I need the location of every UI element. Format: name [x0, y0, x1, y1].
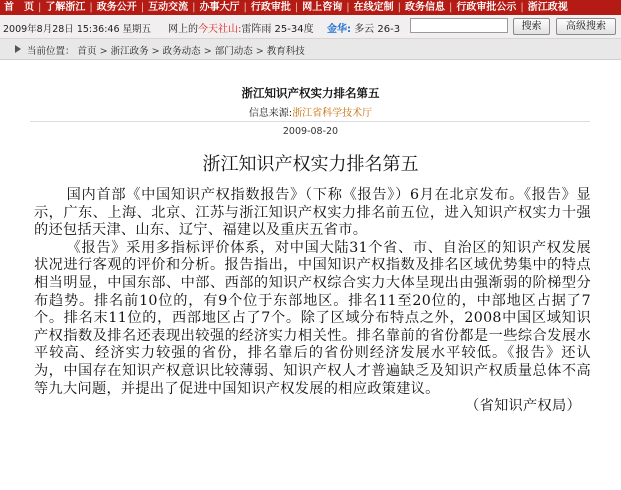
breadcrumb-sep: > — [151, 46, 160, 57]
nav-separator: | — [243, 2, 247, 13]
weather-ticker-highlight: 今天社山: — [198, 24, 242, 35]
nav-separator: | — [346, 2, 350, 13]
breadcrumb-home[interactable]: 首页 — [77, 46, 97, 57]
article-signature: （省知识产权局） — [465, 398, 581, 415]
weather-ticker-jinhua — [327, 20, 400, 35]
nav-approval-notice[interactable]: 行政审批公示 — [456, 2, 517, 13]
nav-separator: | — [449, 2, 453, 13]
nav-online-consult[interactable]: 网上咨询 — [302, 2, 343, 13]
nav-service-hall[interactable]: 办事大厅 — [199, 2, 240, 13]
breadcrumb-trail — [27, 43, 305, 57]
page-title: 浙江知识产权实力排名第五 — [202, 154, 419, 175]
nav-interaction[interactable]: 互动交流 — [148, 2, 189, 13]
nav-about-zhejiang[interactable]: 了解浙江 — [45, 2, 86, 13]
breadcrumb-sep: > — [99, 46, 108, 57]
breadcrumb-dept-dynamics[interactable]: 部门动态 — [214, 46, 253, 57]
breadcrumb-label: 当前位置： — [27, 46, 75, 57]
source-name: 浙江省科学技术厅 — [292, 108, 373, 119]
weather-ticker-local — [168, 20, 314, 35]
nav-separator: | — [140, 2, 145, 13]
article-date: 2009-08-20 — [282, 126, 339, 137]
nav-separator: | — [294, 2, 299, 13]
nav-admin-approval[interactable]: 行政审批 — [250, 2, 291, 13]
nav-home[interactable]: 首 页 — [4, 2, 34, 13]
article-paragraph: 国内首部《中国知识产权指数报告》（下称《报告》）6月在北京发布。《报告》显示，广东、上海、北京、江苏与浙江知识产权实力排名前五位，进入知识产权实力十强的还包括天津、山东、辽宁、福建以及重庆五省市。 — [34, 187, 591, 239]
breadcrumb-gov-dynamics[interactable]: 政务动态 — [162, 46, 201, 57]
search-input[interactable] — [410, 18, 508, 33]
breadcrumb-sep: > — [255, 46, 264, 57]
weather-city: 金华: — [327, 24, 351, 35]
breadcrumb-sep: > — [203, 46, 212, 57]
article-header-title: 浙江知识产权实力排名第五 — [241, 86, 380, 100]
article-body — [34, 187, 591, 416]
advanced-search-button[interactable]: 高级搜索 — [556, 18, 616, 35]
breadcrumb-edu-tech[interactable]: 教育科技 — [266, 46, 305, 57]
info-bar — [0, 15, 621, 39]
article-source — [0, 104, 621, 119]
nav-separator: | — [520, 2, 524, 13]
arrow-right-icon — [15, 45, 21, 53]
nav-separator: | — [89, 2, 93, 13]
weather-ticker-text: 雷阵雨 25-34度 — [241, 24, 314, 35]
current-datetime: 2009年8月28日 15:36:46 星期五 — [3, 24, 152, 35]
nav-zhejiang-tv[interactable]: 浙江政视 — [527, 2, 568, 13]
nav-separator: | — [397, 2, 401, 13]
source-label: 信息来源: — [248, 108, 293, 119]
nav-separator: | — [38, 2, 42, 13]
weather-city-text: 多云 26-3 — [354, 24, 401, 35]
weather-ticker-prefix: 网上的 — [168, 24, 198, 35]
search-button[interactable]: 搜索 — [513, 18, 550, 35]
article-paragraph: 《报告》采用多指标评价体系，对中国大陆31个省、市、自治区的知识产权发展状况进行客观的评价和分析。报告指出，中国知识产权指数及排名区域优势集中的特点相当明显，中国东部、中部、西部的知识产权综合实力大体呈现出由强渐弱的阶梯型分布趋势。排名前10位的，有9个位于东部地区。排名11至20位的，中部地区占据了7个。排名末11位的，西部地区占了7个。除了区域分布特点之外，2008中国区域知识产权指数及排名还表现出较强的经济实力相关性。排名靠前的省份都是一些综合发展水平较高、经济实力较强的省份，排名靠后的省份则经济发展水平较低。《报告》还认为，中国存在知识产权意识比较薄弱、知识产权人才普遍缺乏及知识产权质量总体不高等九大问题，并提出了促进中国知识产权发展的相应政策建议。 — [34, 239, 591, 397]
nav-subscribe[interactable]: 在线定制 — [353, 2, 394, 13]
divider — [30, 121, 590, 122]
breadcrumb-zhejiang-affairs[interactable]: 浙江政务 — [110, 46, 149, 57]
top-nav — [0, 0, 621, 15]
nav-gov-info[interactable]: 政务信息 — [405, 2, 445, 13]
nav-government-affairs[interactable]: 政务公开 — [96, 2, 137, 13]
breadcrumb — [0, 39, 621, 60]
nav-separator: | — [192, 2, 196, 13]
